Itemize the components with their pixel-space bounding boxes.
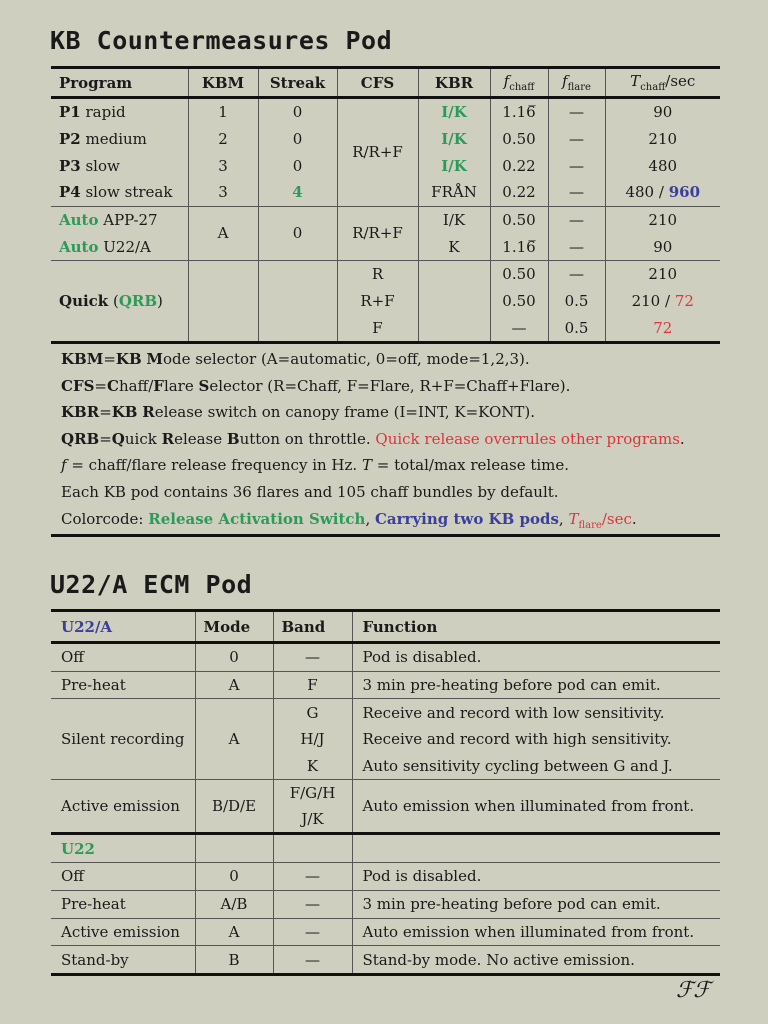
kb-section-title: KB Countermeasures Pod	[50, 26, 393, 55]
col-tchaff: $T_{chaff}/\sec$	[605, 68, 720, 98]
table-row: P2 medium 2 0 I/K 0.50 — 210	[51, 126, 720, 153]
table-row: P4 slow streak 3 4 FRÅN 0.22 — 480 / 960	[51, 179, 720, 206]
col-mode: Mode	[195, 611, 273, 643]
col-band: Band	[273, 611, 352, 643]
kb-notes	[51, 341, 720, 537]
u22-section-title: U22/A ECM Pod	[50, 570, 253, 599]
u22-subheader-row: U22	[51, 834, 720, 863]
table-row: Silent recording A G Receive and record with low sensitivity.	[51, 699, 720, 726]
table-row: Auto APP-27 A 0 R/R+F I/K 0.50 — 210	[51, 206, 720, 233]
col-function: Function	[352, 611, 720, 643]
table-row: Active emission A — Auto emission when illuminated from front.	[51, 918, 720, 946]
table-row: R+F 0.50 0.5 210 / 72	[51, 288, 720, 315]
table-row: Quick (QRB) R 0.50 — 210	[51, 261, 720, 288]
table-row: Active emission B/D/E F/G/H J/K Auto emission when illuminated from front.	[51, 780, 720, 834]
note-qrb: QRB=Quick Release Button on throttle. Quick release overrules other programs.	[61, 429, 685, 448]
table-row: Stand-by B — Stand-by mode. No active emission.	[51, 946, 720, 975]
kb-program-table	[51, 66, 720, 341]
note-kbr: KBR=KB Release switch on canopy frame (I=INT, K=KONT).	[61, 403, 535, 422]
table-row: Auto U22/A K 1.16̅ — 90	[51, 233, 720, 260]
note-kbm: KBM=KB Mode selector (A=automatic, 0=off, mode=1,2,3).	[61, 350, 530, 368]
col-fchaff: $f_{chaff}$	[490, 68, 548, 98]
col-program: Program	[51, 68, 188, 98]
u22-mode-table	[51, 609, 720, 976]
col-fflare: $f_{flare}$	[548, 68, 605, 98]
table-row: F — 0.5 72	[51, 315, 720, 342]
note-frequency: f = chaff/flare release frequency in Hz. T = total/max release time.	[61, 456, 570, 475]
table-row: P3 slow 3 0 I/K 0.22 — 480	[51, 152, 720, 179]
col-kbm: KBM	[188, 68, 258, 98]
table-row: Off 0 — Pod is disabled.	[51, 643, 720, 672]
author-signature: ℱℱ	[676, 978, 711, 1003]
table-row: P1 rapid 1 0 R/R+F I/K 1.16̅ — 90	[51, 98, 720, 126]
table-row: H/J Receive and record with high sensitivity.	[51, 726, 720, 753]
col-streak: Streak	[258, 68, 337, 98]
table-row: Pre-heat A F 3 min pre-heating before pod can emit.	[51, 671, 720, 699]
col-u22a: U22/A	[51, 611, 195, 643]
table-row: Pre-heat A/B — 3 min pre-heating before pod can emit.	[51, 890, 720, 918]
col-kbr: KBR	[418, 68, 490, 98]
u22-header-row	[51, 611, 720, 643]
note-pod-contents: Each KB pod contains 36 flares and 105 chaff bundles by default.	[61, 482, 559, 501]
cfs-programs: R/R+F	[337, 98, 418, 207]
col-cfs: CFS	[337, 68, 418, 98]
note-colorcode: Colorcode: Release Activation Switch, Carrying two KB pods, $T_{flare}/\sec$.	[61, 509, 637, 531]
table-row: K Auto sensitivity cycling between G and J.	[51, 753, 720, 780]
table-row: Off 0 — Pod is disabled.	[51, 863, 720, 891]
note-cfs: CFS=Chaff/Flare Selector (R=Chaff, F=Flare, R+F=Chaff+Flare).	[61, 376, 571, 395]
kb-header-row	[51, 68, 720, 98]
